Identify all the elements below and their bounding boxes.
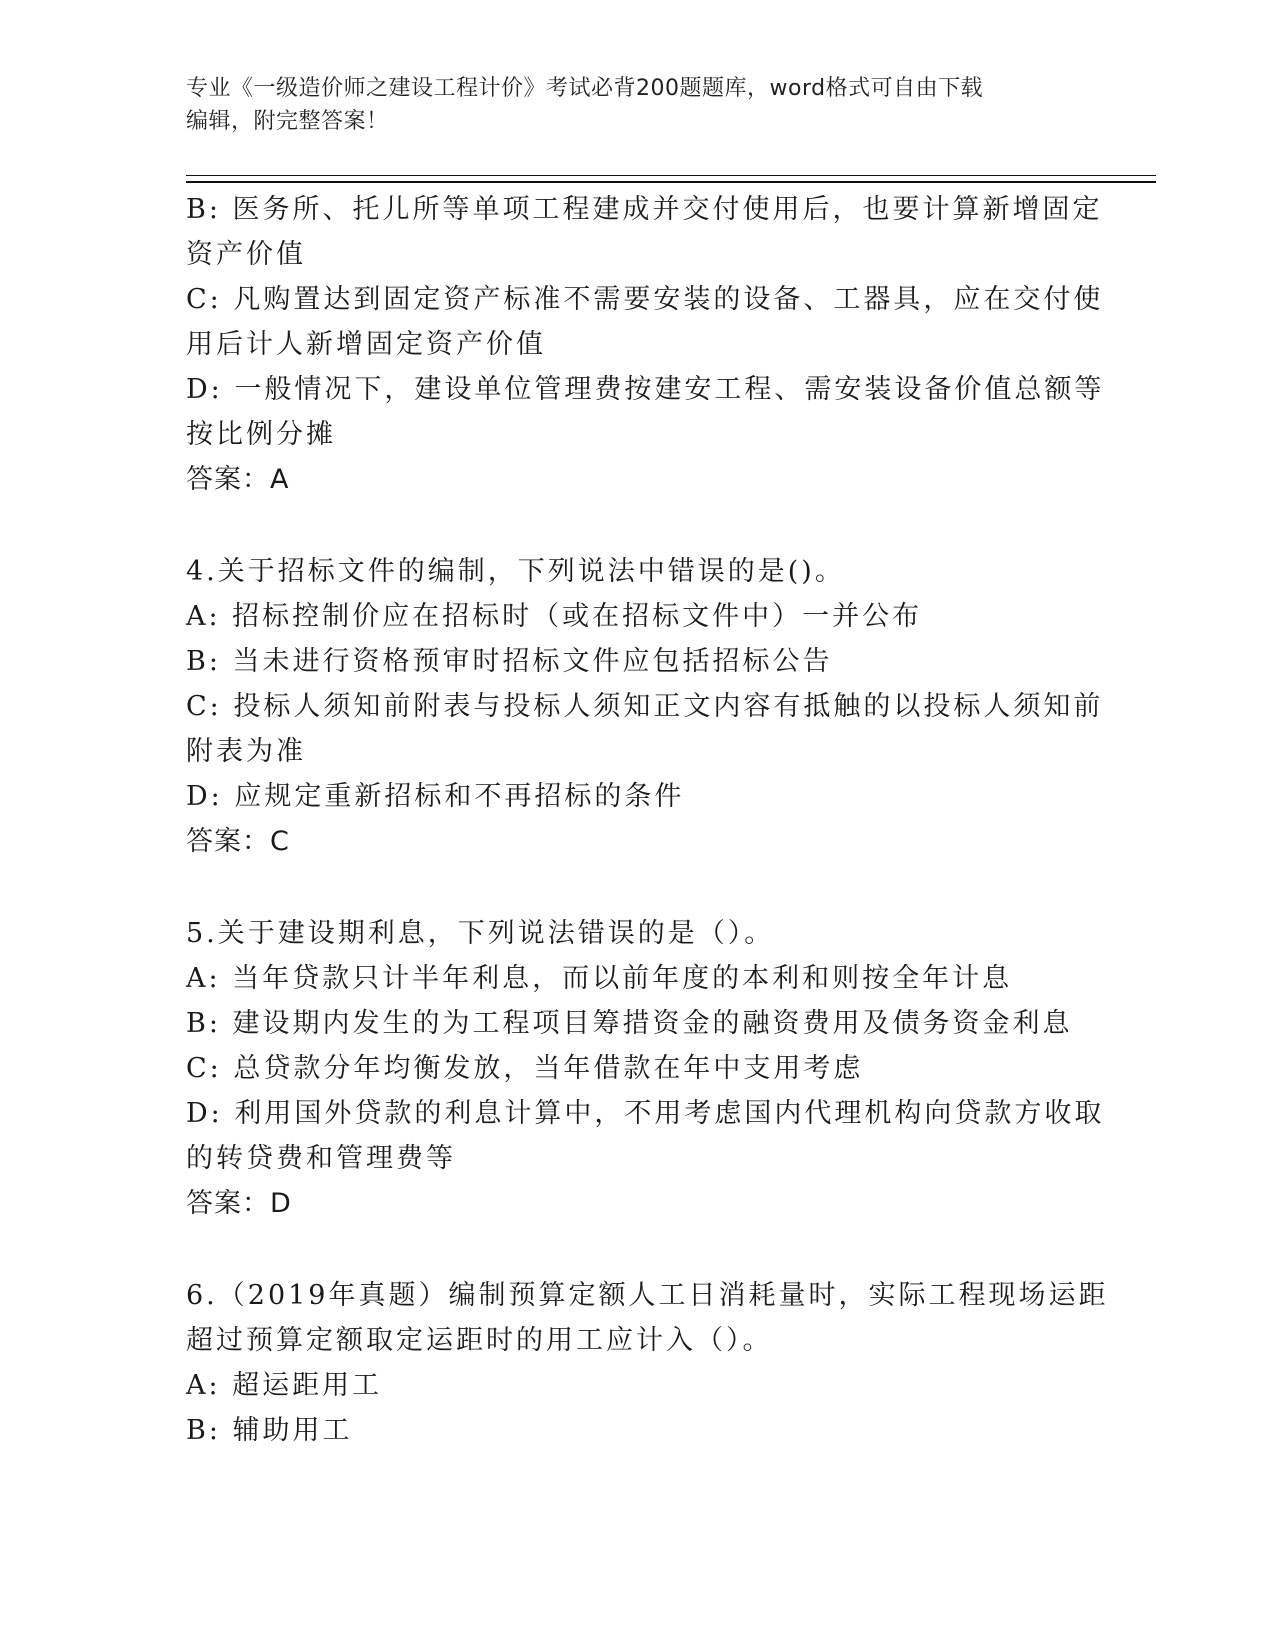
spacer xyxy=(186,864,1076,911)
answer-4: 答案：C xyxy=(186,826,290,857)
question-6 xyxy=(186,1273,1109,1453)
option-d-line-1: D: 一般情况下，建设单位管理费按建安工程、需安装设备价值总额等 xyxy=(186,374,1105,405)
header-rule-thin xyxy=(186,175,1156,176)
option-b: B: 辅助用工 xyxy=(186,1415,353,1446)
document-header xyxy=(186,72,1066,138)
option-c-line-1: C: 凡购置达到固定资产标准不需要安装的设备、工器具，应在交付使 xyxy=(186,284,1104,315)
option-b: B: 当未进行资格预审时招标文件应包括招标公告 xyxy=(186,646,833,677)
option-c-line-2: 附表为准 xyxy=(186,736,306,767)
option-d: D: 应规定重新招标和不再招标的条件 xyxy=(186,781,685,812)
question-3 xyxy=(186,187,1105,502)
question-text: 5.关于建设期利息，下列说法错误的是（）。 xyxy=(186,918,775,949)
header-line-1: 专业《一级造价师之建设工程计价》考试必背200题题库，word格式可自由下载 xyxy=(186,76,984,101)
option-d-line-2: 的转贷费和管理费等 xyxy=(186,1143,456,1174)
option-a: A: 当年贷款只计半年利息，而以前年度的本利和则按全年计息 xyxy=(186,963,1013,994)
spacer xyxy=(186,502,1076,549)
header-line-2: 编辑，附完整答案！ xyxy=(186,109,389,134)
option-d-line-1: D: 利用国外贷款的利息计算中，不用考虑国内代理机构向贷款方收取 xyxy=(186,1098,1105,1129)
answer-3: 答案：A xyxy=(186,464,290,495)
question-text-line-2: 超过预算定额取定运距时的用工应计入（）。 xyxy=(186,1325,773,1356)
question-4 xyxy=(186,549,1104,864)
option-b-line-2: 资产价值 xyxy=(186,239,306,270)
question-5 xyxy=(186,911,1105,1226)
header-rule-thick xyxy=(186,181,1156,183)
question-text-line-1: 6.（2019年真题）编制预算定额人工日消耗量时，实际工程现场运距 xyxy=(186,1280,1109,1311)
option-a: A: 招标控制价应在招标时（或在招标文件中）一并公布 xyxy=(186,601,923,632)
option-b-line-1: B: 医务所、托儿所等单项工程建成并交付使用后，也要计算新增固定 xyxy=(186,194,1103,225)
answer-5: 答案：D xyxy=(186,1188,292,1219)
option-c-line-2: 用后计人新增固定资产价值 xyxy=(186,329,546,360)
option-d-line-2: 按比例分摊 xyxy=(186,419,336,450)
option-a: A: 超运距用工 xyxy=(186,1370,383,1401)
spacer xyxy=(186,1226,1076,1273)
question-list xyxy=(186,187,1109,1453)
option-c-line-1: C: 投标人须知前附表与投标人须知正文内容有抵触的以投标人须知前 xyxy=(186,691,1104,722)
option-b: B: 建设期内发生的为工程项目筹措资金的融资费用及债务资金利息 xyxy=(186,1008,1073,1039)
question-text: 4.关于招标文件的编制，下列说法中错误的是()。 xyxy=(186,556,845,587)
option-c: C: 总贷款分年均衡发放，当年借款在年中支用考虑 xyxy=(186,1053,864,1084)
